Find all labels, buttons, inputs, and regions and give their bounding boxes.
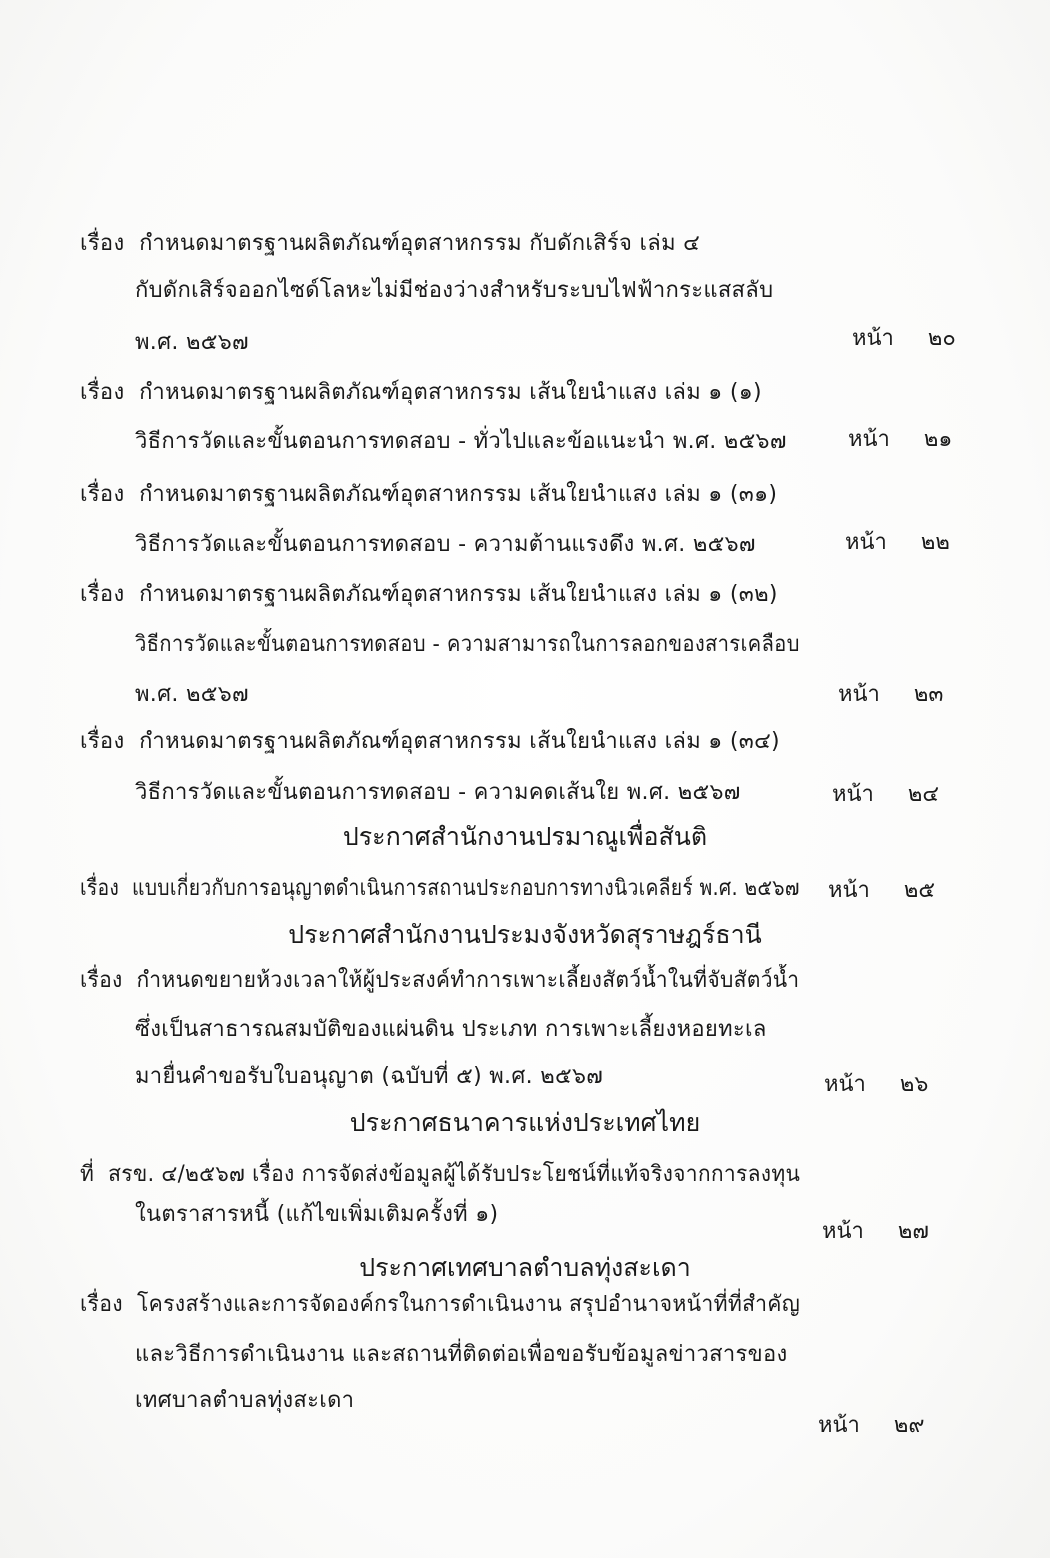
entry-line: มายื่นคำขอรับใบอนุญาต (ฉบับที่ ๕) พ.ศ. ๒๕๖๗ [135,1064,604,1089]
page-label: หน้า [822,1219,864,1244]
entry-prefix: เรื่อง [80,729,125,754]
page-number: ๒๒ [920,530,950,555]
entry-prefix: เรื่อง [80,482,125,507]
entry-prefix: เรื่อง [80,1292,123,1317]
entry-line [80,1160,800,1190]
entry-title: กำหนดมาตรฐานผลิตภัณฑ์อุตสาหกรรม เส้นใยนำแสง เล่ม ๑ (๓๔) [139,729,780,754]
section-heading: ประกาศเทศบาลตำบลทุ่งสะเดา [359,1253,691,1282]
entry-title: กำหนดมาตรฐานผลิตภัณฑ์อุตสาหกรรม เส้นใยนำแสง เล่ม ๑ (๓๒) [139,582,778,607]
page-label: หน้า [832,782,874,807]
page-label: หน้า [845,530,887,555]
entry-line [80,1290,800,1320]
entry-line [80,727,780,757]
entry-line: พ.ศ. ๒๕๖๗ [135,330,249,355]
entry-title: กำหนดมาตรฐานผลิตภัณฑ์อุตสาหกรรม เส้นใยนำแสง เล่ม ๑ (๓๑) [139,482,778,507]
page-reference [852,324,956,354]
entry-line [80,580,778,610]
entry-line: วิธีการวัดและขั้นตอนการทดสอบ - ทั่วไปและข้อแนะนำ พ.ศ. ๒๕๖๗ [135,429,787,454]
entry-title: สรข. ๔/๒๕๖๗ เรื่อง การจัดส่งข้อมูลผู้ได้รับประโยชน์ที่แท้จริงจากการลงทุน [108,1162,801,1187]
entry-prefix: เรื่อง [80,231,125,256]
entry-prefix: เรื่อง [80,968,123,993]
page-reference [818,1411,925,1441]
entry-title: กำหนดมาตรฐานผลิตภัณฑ์อุตสาหกรรม กับดักเสิร์จ เล่ม ๔ [139,231,701,256]
entry-line: พ.ศ. ๒๕๖๗ [135,682,249,707]
page-label: หน้า [828,878,870,903]
entry-line: ซึ่งเป็นสาธารณสมบัติของแผ่นดิน ประเภท การเพาะเลี้ยงหอยทะเล [135,1017,767,1042]
page-label: หน้า [852,326,894,351]
entry-line: กับดักเสิร์จออกไซด์โลหะไม่มีช่องว่างสำหรับระบบไฟฟ้ากระแสสลับ [135,278,774,303]
section-heading: ประกาศสำนักงานปรมาณูเพื่อสันติ [342,822,708,851]
entry-line: วิธีการวัดและขั้นตอนการทดสอบ - ความสามารถในการลอกของสารเคลือบ [135,632,800,657]
page-number: ๒๐ [927,326,956,351]
entry-prefix: เรื่อง [80,582,125,607]
page-number: ๒๙ [893,1413,925,1438]
entry-line [80,378,762,408]
entry-prefix: เรื่อง [80,876,120,901]
page-label: หน้า [824,1072,866,1097]
page-number: ๒๗ [897,1219,929,1244]
page-number: ๒๓ [913,682,944,707]
entry-title: แบบเกี่ยวกับการอนุญาตดำเนินการสถานประกอบการทางนิวเคลียร์ พ.ศ. ๒๕๖๗ [132,876,800,901]
page-label: หน้า [818,1413,860,1438]
entry-line: วิธีการวัดและขั้นตอนการทดสอบ - ความคดเส้นใย พ.ศ. ๒๕๖๗ [135,780,741,805]
entry-line [80,874,800,904]
page-label: หน้า [838,682,880,707]
page-reference [848,425,952,455]
page-reference [828,876,935,906]
entry-line [80,229,700,259]
section-heading: ประกาศสำนักงานประมงจังหวัดสุราษฎร์ธานี [288,920,762,949]
page-reference [822,1217,929,1247]
page-label: หน้า [848,427,890,452]
page-number: ๒๖ [899,1072,929,1097]
entry-line: และวิธีการดำเนินงาน และสถานที่ติดต่อเพื่อขอรับข้อมูลข่าวสารของ [135,1342,788,1367]
page-reference [838,680,943,710]
page-reference [824,1070,928,1100]
section-heading: ประกาศธนาคารแห่งประเทศไทย [349,1108,701,1137]
entry-line [80,966,799,996]
entry-prefix: เรื่อง [80,380,125,405]
page-reference [845,528,950,558]
entry-line: ในตราสารหนี้ (แก้ไขเพิ่มเติมครั้งที่ ๑) [135,1202,499,1227]
entry-prefix: ที่ [80,1162,95,1187]
entry-line: วิธีการวัดและขั้นตอนการทดสอบ - ความต้านแรงดึง พ.ศ. ๒๕๖๗ [135,532,756,557]
page-reference [832,780,939,810]
page-number: ๒๕ [903,878,936,903]
entry-title: กำหนดมาตรฐานผลิตภัณฑ์อุตสาหกรรม เส้นใยนำแสง เล่ม ๑ (๑) [139,380,762,405]
page-number: ๒๔ [907,782,940,807]
entry-line: เทศบาลตำบลทุ่งสะเดา [135,1388,355,1413]
page-number: ๒๑ [923,427,953,452]
entry-line [80,480,777,510]
entry-title: กำหนดขยายห้วงเวลาให้ผู้ประสงค์ทำการเพาะเลี้ยงสัตว์น้ำในที่จับสัตว์น้ำ [136,968,800,993]
entry-title: โครงสร้างและการจัดองค์กรในการดำเนินงาน สรุปอำนาจหน้าที่ที่สำคัญ [136,1292,801,1317]
